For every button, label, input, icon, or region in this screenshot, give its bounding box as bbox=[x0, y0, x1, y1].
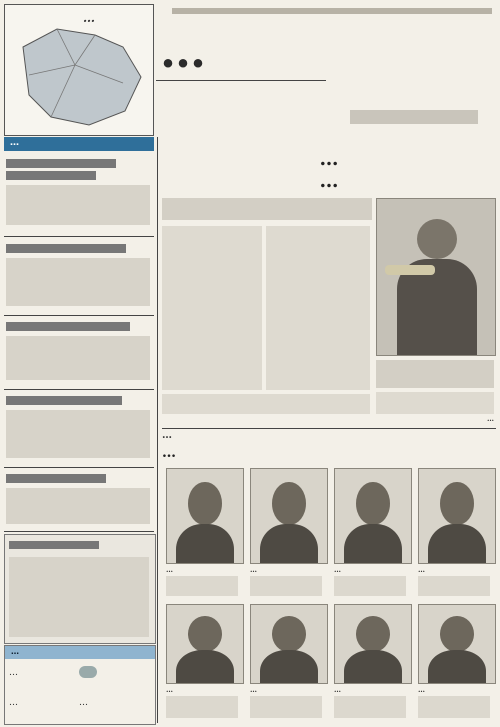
weather-row-2 bbox=[9, 694, 151, 718]
caption-6 bbox=[250, 685, 326, 721]
caption-7-name: … bbox=[334, 685, 341, 694]
portrait-7 bbox=[334, 604, 412, 684]
schedule-lines bbox=[9, 557, 149, 637]
caption-6-name: … bbox=[250, 685, 257, 694]
article-3-heading bbox=[6, 322, 130, 331]
main-headline-line-1: … bbox=[319, 148, 339, 170]
caption-2-name: … bbox=[250, 565, 257, 574]
caption-1-name: … bbox=[166, 565, 173, 574]
portrait-3 bbox=[334, 468, 412, 564]
main-headline-line-2: … bbox=[319, 170, 339, 192]
portrait-6 bbox=[250, 604, 328, 684]
sidebar-article-2 bbox=[4, 240, 154, 312]
article-1-body bbox=[6, 185, 150, 225]
portrait-8 bbox=[418, 604, 496, 684]
caption-3 bbox=[334, 565, 410, 599]
weather-value-1: … bbox=[9, 668, 18, 678]
cloud-icon bbox=[79, 666, 97, 678]
article-5-heading bbox=[6, 474, 106, 483]
main-story-lede bbox=[162, 198, 372, 220]
caption-2 bbox=[250, 565, 326, 599]
article-1-heading bbox=[6, 159, 116, 168]
article-4-heading bbox=[6, 396, 122, 405]
caption-8-name: … bbox=[418, 685, 425, 694]
caption-4-name: … bbox=[418, 565, 425, 574]
caption-1 bbox=[166, 565, 242, 599]
portrait-4 bbox=[418, 468, 496, 564]
article-1-heading-2 bbox=[6, 171, 96, 180]
weather-header-label: … bbox=[11, 647, 19, 656]
portrait-1 bbox=[166, 468, 244, 564]
sidebar-article-4 bbox=[4, 392, 154, 464]
caption-5-name: … bbox=[166, 685, 173, 694]
sidebar-article-1 bbox=[4, 155, 154, 233]
main-story-col-2 bbox=[266, 226, 370, 390]
article-3-body bbox=[6, 336, 150, 380]
emblem-tagline: … bbox=[83, 11, 95, 25]
article-5-body bbox=[6, 488, 150, 524]
caption-3-name: … bbox=[334, 565, 341, 574]
survey-kicker: … bbox=[162, 430, 172, 441]
main-headline bbox=[162, 148, 496, 194]
article-4-body bbox=[6, 410, 150, 458]
main-story-col-4 bbox=[376, 392, 494, 414]
article-2-heading bbox=[6, 244, 126, 253]
main-story-col-3 bbox=[162, 394, 370, 414]
sidebar-article-3 bbox=[4, 318, 154, 386]
region-map bbox=[5, 5, 153, 135]
schedule-box bbox=[4, 534, 156, 644]
masthead bbox=[156, 4, 496, 132]
sidebar-header bbox=[4, 137, 154, 151]
portrait-5 bbox=[166, 604, 244, 684]
main-story-col-1 bbox=[162, 226, 262, 390]
article-2-body bbox=[6, 258, 150, 306]
caption-4 bbox=[418, 565, 494, 599]
sidebar-header-label: … bbox=[10, 138, 19, 148]
masthead-towns bbox=[172, 8, 492, 14]
caption-7 bbox=[334, 685, 410, 721]
weather-value-3: … bbox=[79, 698, 88, 708]
masthead-subtitle-bar bbox=[156, 80, 326, 115]
caption-8 bbox=[418, 685, 494, 721]
main-story-byline: … bbox=[487, 414, 494, 423]
sidebar-article-5 bbox=[4, 470, 154, 528]
weather-box bbox=[4, 645, 156, 725]
schedule-title bbox=[9, 541, 99, 549]
portrait-2 bbox=[250, 468, 328, 564]
trumpet-photo bbox=[376, 198, 496, 356]
issue-info bbox=[350, 110, 478, 124]
survey-headline: … bbox=[162, 445, 176, 461]
masthead-title: … bbox=[160, 24, 205, 78]
weather-header bbox=[5, 646, 155, 659]
weather-row-1 bbox=[9, 664, 151, 688]
photo-caption bbox=[376, 360, 494, 388]
map-emblem bbox=[4, 4, 154, 136]
caption-5 bbox=[166, 685, 242, 721]
weather-value-2: … bbox=[9, 698, 18, 708]
